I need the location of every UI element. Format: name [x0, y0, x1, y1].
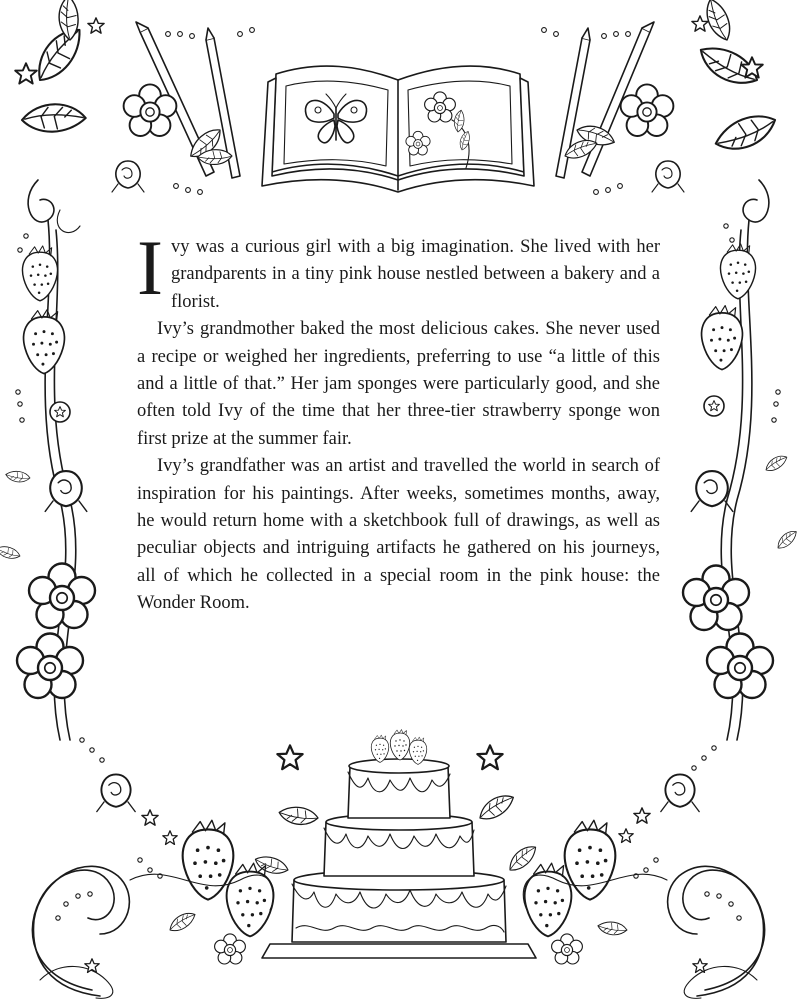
sketchbook-illustration [262, 66, 534, 192]
paragraph-1-text: vy was a curious girl with a big imagination. She lived with her grandparents in a tiny pink house nestled between a bakery and a florist. [170, 237, 660, 312]
paragraph-2: Ivy’s grandmother baked the most delicious cakes. She never used a recipe or weighed her ingredients, preferring to use “a little of this and a little of that.” Her jam sponges were particularly good, and she often told Ivy of the time that her three-tier strawberry sponge won first prize at the summer fair. [137, 319, 660, 449]
drop-cap: I [137, 224, 163, 311]
right-border-vine [683, 180, 797, 770]
story-text [137, 224, 660, 618]
paragraph-3: Ivy’s grandfather was an artist and travelled the world in search of inspiration for his paintings. After weeks, sometimes months, away, he would return home with a sketchbook full of drawings, as well as peculiar objects and intriguing artifacts he gathered on his journeys, all of which he collected in a special room in the pink house: the Wonder Room. [137, 456, 660, 614]
top-left-foliage [15, 0, 254, 233]
left-border-vine [0, 180, 104, 762]
paragraph-1 [137, 224, 660, 316]
